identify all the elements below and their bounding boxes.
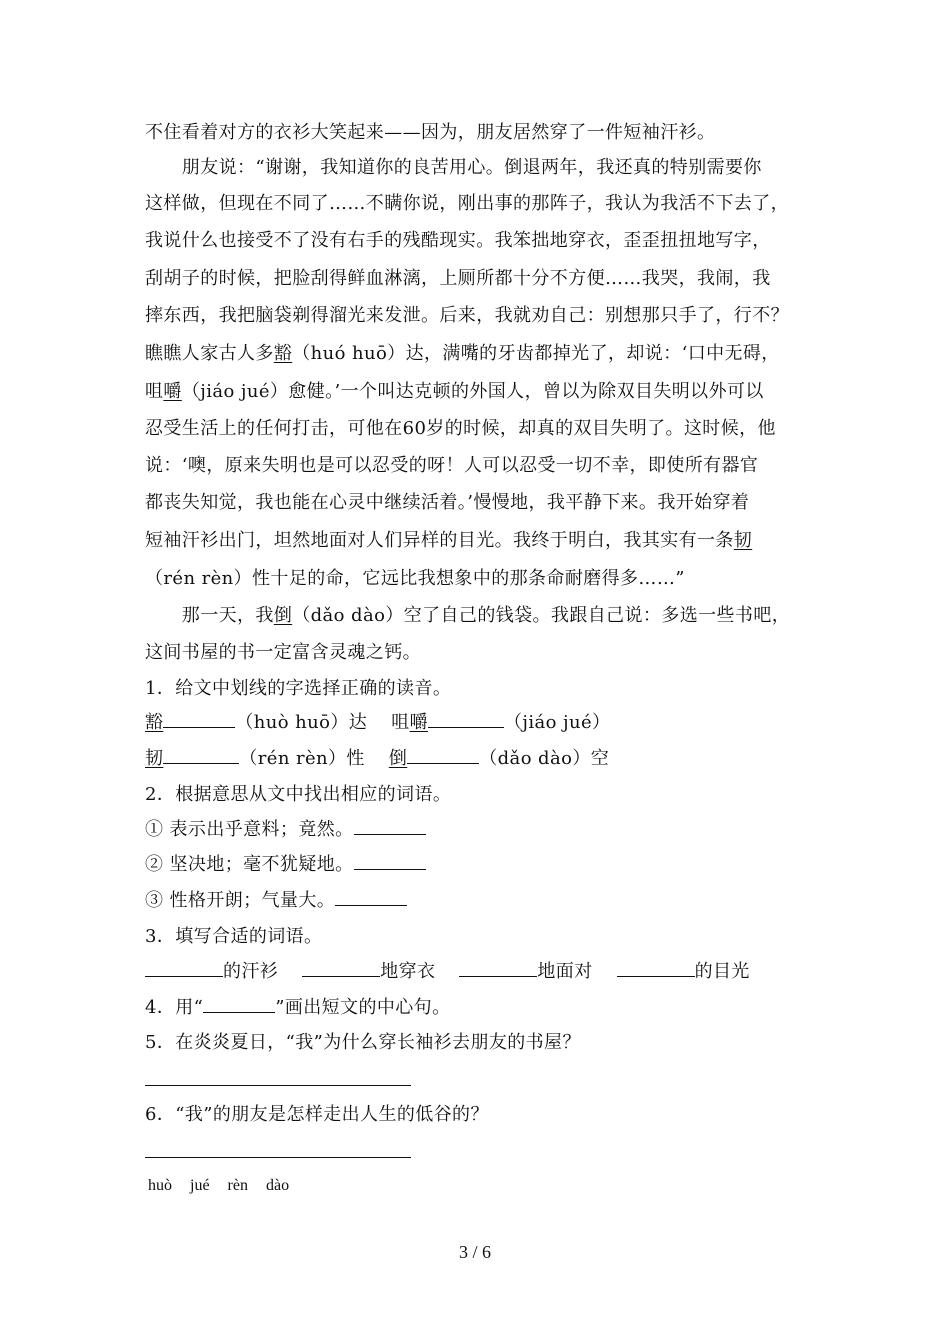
passage-line-11: 都丧失知觉，我也能在心灵中继续活着。’慢慢地，我平静下来。我开始穿着 — [145, 492, 750, 513]
passage-line-3: 这样做，但现在不同了……不瞒你说，刚出事的那阵子，我认为我活不下去了， — [145, 193, 789, 214]
passage-line-7 — [145, 342, 780, 366]
q1-prefix-ju: 咀 — [391, 712, 410, 733]
answer-key-row — [148, 1176, 307, 1196]
passage-text: （dǎo dào）空了自己的钱袋。我跟自己说：多选一些书吧， — [292, 605, 791, 626]
page-number: 3 / 6 — [458, 1242, 491, 1262]
q1-answer-blank-4[interactable] — [407, 747, 479, 764]
passage-line-12 — [145, 529, 752, 553]
passage-text: 短袖汗衫出门，坦然地面对人们异样的目光。我终于明白，我其实有一条 — [145, 530, 734, 551]
q3-word-3: 地面对 — [537, 961, 593, 982]
question-5-answer-line[interactable] — [145, 1085, 411, 1086]
question-1-row-1 — [145, 711, 610, 735]
underlined-char-dao: 倒 — [273, 605, 293, 626]
question-1-title: 1．给文中划线的字选择正确的读音。 — [145, 678, 452, 699]
passage-line-5: 刮胡子的时候，把脸刮得鲜血淋漓，上厕所都十分不方便……我哭，我闹，我 — [145, 268, 771, 289]
question-6-answer-line[interactable] — [145, 1157, 411, 1158]
q4-text-pre: 4．用“ — [145, 997, 204, 1018]
q1-answer-blank-2[interactable] — [428, 711, 504, 728]
passage-text: 咀 — [145, 381, 164, 402]
q1-answer-blank-3[interactable] — [163, 747, 239, 764]
q3-word-4: 的目光 — [694, 961, 750, 982]
passage-line-8 — [145, 380, 764, 404]
question-4 — [145, 996, 450, 1020]
question-2-title: 2．根据意思从文中找出相应的词语。 — [145, 784, 452, 805]
q1-char-dao: 倒 — [388, 748, 408, 769]
question-2-item-1 — [145, 818, 426, 842]
q3-answer-blank-4[interactable] — [617, 960, 695, 977]
answer-key-item: dào — [265, 1177, 290, 1194]
passage-line-13: （rén rèn）性十足的命，它远比我想象中的那条命耐磨得多……” — [145, 568, 685, 589]
q3-word-1: 的汗衫 — [223, 961, 279, 982]
passage-text: 那一天，我 — [145, 605, 274, 626]
q3-word-2: 地穿衣 — [380, 961, 436, 982]
q1-options-2: （jiáo jué） — [504, 712, 611, 733]
q1-char-huo: 豁 — [145, 712, 164, 733]
passage-line-15: 这间书屋的书一定富含灵魂之钙。 — [145, 642, 421, 663]
question-1-row-2 — [145, 747, 609, 771]
passage-line-14 — [145, 604, 790, 628]
q3-answer-blank-2[interactable] — [302, 960, 380, 977]
q1-answer-blank-1[interactable] — [163, 711, 235, 728]
passage-line-6: 摔东西，我把脑袋剃得溜光来发泄。后来，我就劝自己：别想那只手了，行不？ — [145, 305, 789, 326]
q3-answer-blank-1[interactable] — [145, 960, 223, 977]
question-3-title: 3．填写合适的词语。 — [145, 926, 323, 947]
question-2-item-3 — [145, 889, 407, 913]
underlined-char-jue: 嚼 — [163, 381, 182, 402]
q2-answer-blank-2[interactable] — [354, 853, 426, 870]
answer-key-item: rèn — [227, 1177, 248, 1194]
answer-key-item: jué — [190, 1177, 210, 1194]
passage-text: （huó huō）达，满嘴的牙齿都掉光了，却说：‘口中无碍， — [292, 343, 780, 364]
passage-line-1: 不住看着对方的衣衫大笑起来——因为，朋友居然穿了一件短袖汗衫。 — [145, 122, 716, 143]
question-5-title: 5．在炎炎夏日，“我”为什么穿长袖衫去朋友的书屋？ — [145, 1032, 581, 1053]
q1-options-3: （rén rèn）性 — [239, 748, 365, 769]
underlined-char-huo: 豁 — [273, 343, 293, 364]
answer-key-item: huò — [148, 1177, 172, 1194]
passage-text: （jiáo jué）愈健。’一个叫达克顿的外国人，曾以为除双目失明以外可以 — [181, 381, 764, 402]
q2-answer-blank-1[interactable] — [354, 818, 426, 835]
underlined-char-ren: 韧 — [733, 530, 753, 551]
question-6-title: 6．“我”的朋友是怎样走出人生的低谷的？ — [145, 1104, 489, 1125]
q1-char-ren: 韧 — [145, 748, 164, 769]
passage-line-2: 朋友说：“谢谢，我知道你的良苦用心。倒退两年，我还真的特别需要你 — [145, 157, 762, 178]
question-3-blanks — [145, 960, 750, 984]
passage-line-9: 忍受生活上的任何打击，可他在60岁的时候，却真的双目失明了。这时候，他 — [145, 418, 776, 439]
passage-line-10: 说：‘噢，原来失明也是可以忍受的呀！人可以忍受一切不幸，即使所有器官 — [145, 455, 759, 476]
passage-text: 瞧瞧人家古人多 — [145, 343, 274, 364]
q4-answer-blank[interactable] — [203, 996, 275, 1013]
question-2-item-2 — [145, 853, 426, 877]
q1-options-1: （huò huō）达 — [235, 712, 368, 733]
q3-answer-blank-3[interactable] — [459, 960, 537, 977]
q1-options-4: （dǎo dào）空 — [479, 748, 610, 769]
q2-item-text: ② 坚决地；毫不犹疑地。 — [145, 854, 354, 875]
q2-answer-blank-3[interactable] — [335, 889, 407, 906]
q2-item-text: ① 表示出乎意料；竟然。 — [145, 819, 354, 840]
q2-item-text: ③ 性格开朗；气量大。 — [145, 890, 336, 911]
q4-text-post: ”画出短文的中心句。 — [275, 997, 451, 1018]
passage-line-4: 我说什么也接受不了没有右手的残酷现实。我笨拙地穿衣，歪歪扭扭地写字， — [145, 230, 771, 251]
q1-char-jue: 嚼 — [409, 712, 428, 733]
